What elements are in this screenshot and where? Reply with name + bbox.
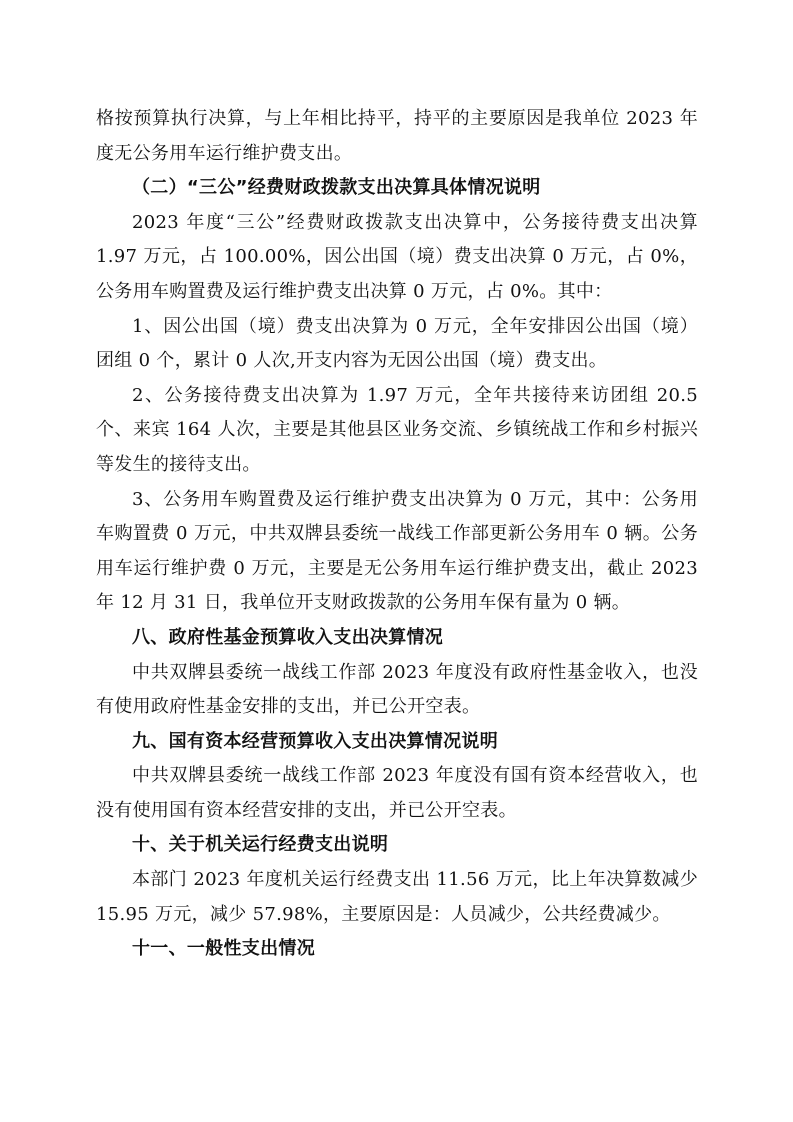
section-heading-operating-expenses: 十、关于机关运行经费支出说明 — [132, 834, 389, 856]
paragraph-three-public-summary: 2023 年度“三公”经费财政拨款支出决算中，公务接待费支出决算 1.97 万元，占 100.00%，因公出国（境）费支出决算 0 万元，占 0%，公务用车购置费及运行维护费支出决算 0 万元，占 0%。其中： — [96, 211, 698, 302]
paragraph-operating-expenses: 本部门 2023 年度机关运行经费支出 11.56 万元，比上年决算数减少 15.95 万元，减少 57.98%，主要原因是：人员减少，公共经费减少。 — [96, 869, 698, 925]
paragraph-overseas-travel: 1、因公出国（境）费支出决算为 0 万元，全年安排因公出国（境）团组 0 个，累计 0 人次,开支内容为无因公出国（境）费支出。 — [96, 315, 698, 372]
paragraph-continuation: 格按预算执行决算，与上年相比持平，持平的主要原因是我单位 2023 年度无公务用车运行维护费支出。 — [96, 108, 698, 164]
paragraph-government-fund: 中共双牌县委统一战线工作部 2023 年度没有政府性基金收入，也没有使用政府性基金安排的支出，并已公开空表。 — [96, 661, 698, 718]
section-heading-three-public-details: （二）“三公”经费财政拨款支出决算具体情况说明 — [132, 177, 541, 199]
section-heading-state-capital: 九、国有资本经营预算收入支出决算情况说明 — [132, 730, 498, 752]
paragraph-reception: 2、公务接待费支出决算为 1.97 万元，全年共接待来访团组 20.5 个、来宾 164 人次，主要是其他县区业务交流、乡镇统战工作和乡村振兴等发生的接待支出。 — [96, 384, 698, 475]
paragraph-official-vehicles: 3、公务用车购置费及运行维护费支出决算为 0 万元，其中：公务用车购置费 0 万元，中共双牌县委统一战线工作部更新公务用车 0 辆。公务用车运行维护费 0 万元，主要是无公务用车运行维护费支出，截止 2023 年 12 月 31 日，我单位开支财政拨款的公务用车保有量为 0 辆。 — [96, 488, 698, 614]
document-page — [96, 102, 698, 967]
section-heading-general-expenditure: 十一、一般性支出情况 — [132, 938, 315, 960]
paragraph-state-capital: 中共双牌县委统一战线工作部 2023 年度没有国有资本经营收入，也没有使用国有资本经营安排的支出，并已公开空表。 — [96, 765, 698, 821]
section-heading-government-fund: 八、政府性基金预算收入支出决算情况 — [132, 626, 444, 648]
